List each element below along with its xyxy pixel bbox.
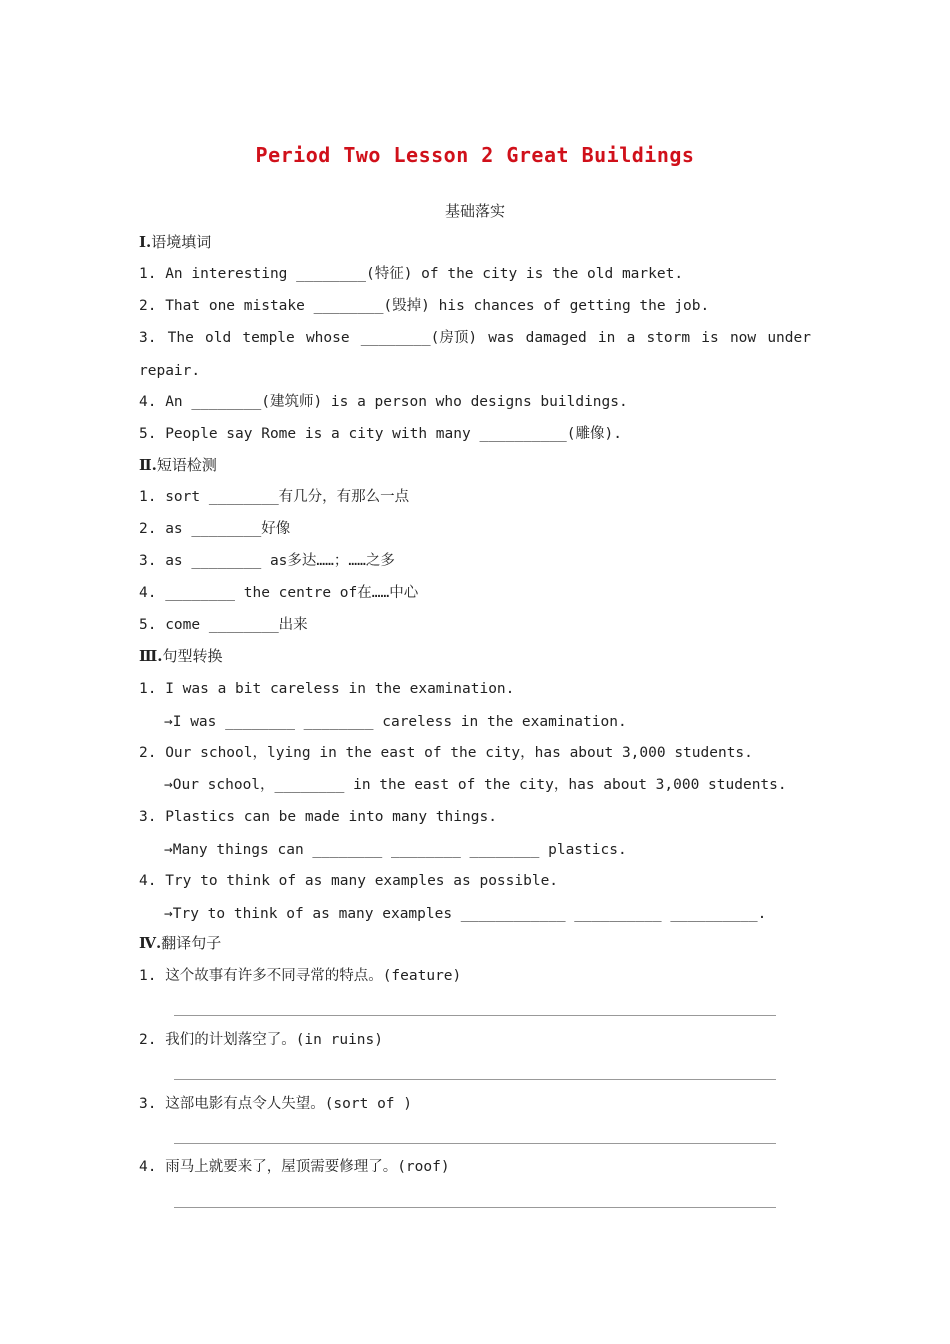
s3-answer-4: →Try to think of as many examples ____________ __________ __________.: [164, 906, 767, 922]
s1-question-2: 2. That one mistake ________(毁掉) his chances of getting the job.: [139, 298, 710, 314]
s1-question-3-word: under: [767, 330, 811, 346]
s2-question-3: 3. as ________ as多达……；……之多: [139, 553, 395, 569]
s1-question-3-word: 3.: [139, 330, 157, 346]
s1-question-1: 1. An interesting ________(特征) of the city is the old market.: [139, 266, 684, 282]
answer-line-2[interactable]: [174, 1079, 776, 1080]
s1-question-3-word: ________(房顶): [360, 330, 478, 346]
section-2-heading: [139, 455, 217, 475]
s1-question-3-word: a: [626, 330, 636, 346]
s1-question-3-word: was: [488, 330, 515, 346]
s3-question-1: 1. I was a bit careless in the examination.: [139, 681, 515, 697]
s1-question-4: 4. An ________(建筑师) is a person who designs buildings.: [139, 394, 628, 410]
section-1-numeral: Ⅰ.: [139, 233, 152, 251]
section-2-numeral: Ⅱ.: [139, 456, 157, 474]
s3-answer-1: →I was ________ ________ careless in the examination.: [164, 714, 627, 730]
s4-question-1: 1. 这个故事有许多不同寻常的特点。(feature): [139, 968, 462, 984]
section-1-heading: [139, 232, 211, 252]
s1-question-5: 5. People say Rome is a city with many __________(雕像).: [139, 426, 622, 442]
answer-line-4[interactable]: [174, 1207, 776, 1208]
s1-question-3-word: storm: [646, 330, 691, 346]
s2-question-4: 4. ________ the centre of在……中心: [139, 585, 419, 601]
s3-question-4: 4. Try to think of as many examples as possible.: [139, 873, 559, 889]
s1-question-3-word: now: [729, 330, 757, 346]
s4-question-3: 3. 这部电影有点令人失望。(sort of ): [139, 1096, 412, 1112]
section-3-numeral: Ⅲ.: [139, 647, 163, 665]
s2-question-2: 2. as ________好像: [139, 521, 291, 537]
s1-question-3-word: is: [701, 330, 719, 346]
page-subtitle: 基础落实: [444, 202, 505, 220]
section-3-label: 句型转换: [162, 647, 223, 665]
s3-answer-3: →Many things can ________ ________ ________ plastics.: [164, 842, 627, 858]
s1-question-3: [139, 328, 811, 348]
section-4-heading: [139, 933, 221, 953]
s1-question-3-word: The: [167, 330, 194, 346]
s1-question-3-continued: repair.: [139, 363, 201, 379]
section-1-label: 语境填词: [151, 233, 212, 251]
s4-question-4: 4. 雨马上就要来了，屋顶需要修理了。(roof): [139, 1159, 450, 1175]
s2-question-1: 1. sort ________有几分，有那么一点: [139, 489, 410, 505]
s1-question-3-word: in: [597, 330, 616, 346]
answer-line-3[interactable]: [174, 1143, 776, 1144]
page-title: Period Two Lesson 2 Great Buildings: [255, 143, 695, 167]
answer-line-1[interactable]: [174, 1015, 776, 1016]
s3-question-2: 2. Our school，lying in the east of the city，has about 3,000 students.: [139, 745, 753, 761]
section-4-numeral: Ⅳ.: [139, 934, 162, 952]
s4-question-2: 2. 我们的计划落空了。(in ruins): [139, 1032, 383, 1048]
section-4-label: 翻译句子: [161, 934, 222, 952]
s3-question-3: 3. Plastics can be made into many things.: [139, 809, 497, 825]
s1-question-3-word: whose: [305, 330, 350, 346]
s1-question-3-word: old: [205, 330, 232, 346]
section-2-label: 短语检测: [156, 456, 217, 474]
s1-question-3-word: damaged: [525, 330, 587, 346]
s3-answer-2: →Our school，________ in the east of the city，has about 3,000 students.: [164, 777, 787, 793]
s1-question-3-word: temple: [242, 330, 295, 346]
s2-question-5: 5. come ________出来: [139, 617, 308, 633]
section-3-heading: [139, 646, 223, 666]
